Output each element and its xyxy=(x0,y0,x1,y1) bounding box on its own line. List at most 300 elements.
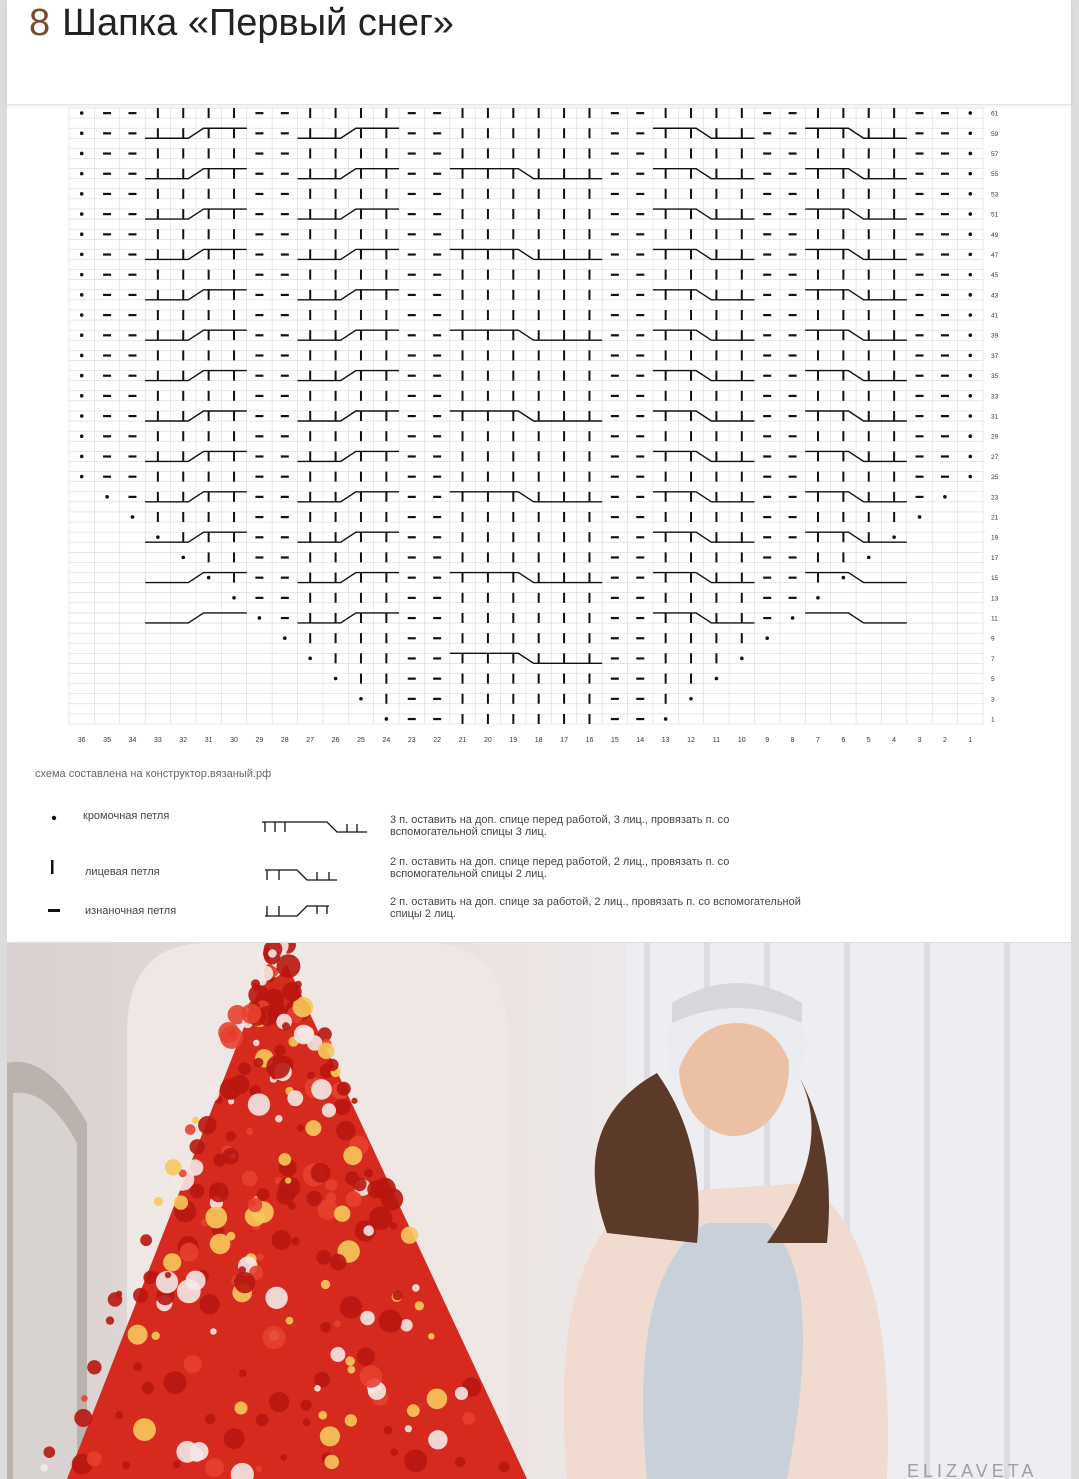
knit-stitch xyxy=(487,249,489,259)
knit-stitch xyxy=(563,714,565,724)
knit-stitch xyxy=(462,108,464,118)
col-label: 20 xyxy=(484,737,492,744)
knit-stitch xyxy=(512,532,514,542)
row-label: 27 xyxy=(991,453,999,461)
knit-stitch xyxy=(817,189,819,199)
row-label: 3 xyxy=(991,696,995,704)
knit-stitch xyxy=(715,290,717,300)
knit-stitch xyxy=(715,492,717,502)
knit-stitch xyxy=(741,633,743,643)
purl-stitch xyxy=(128,375,136,377)
purl-stitch xyxy=(611,253,619,255)
knit-stitch xyxy=(360,330,362,340)
knit-stitch xyxy=(842,290,844,300)
knit-stitch xyxy=(588,411,590,421)
purl-stitch xyxy=(763,375,771,377)
knit-stitch xyxy=(588,512,590,522)
knit-stitch xyxy=(360,593,362,603)
knit-stitch xyxy=(182,310,184,320)
knit-stitch xyxy=(208,189,210,199)
content-card xyxy=(7,0,1071,942)
knit-stitch xyxy=(868,391,870,401)
knit-stitch xyxy=(817,229,819,239)
ornament xyxy=(142,1382,154,1394)
purl-stitch xyxy=(916,112,924,114)
purl-stitch xyxy=(636,536,644,538)
knit-stitch xyxy=(563,310,565,320)
purl-stitch xyxy=(763,152,771,154)
edge-stitch xyxy=(943,495,947,499)
photo-illustration xyxy=(7,943,1071,1479)
knit-stitch xyxy=(665,371,667,381)
knit-stitch xyxy=(665,451,667,461)
row-label: 33 xyxy=(991,393,999,401)
purl-stitch xyxy=(281,112,289,114)
edge-stitch xyxy=(80,313,84,317)
purl-stitch xyxy=(611,354,619,356)
col-label: 5 xyxy=(866,737,871,744)
col-label: 1 xyxy=(968,737,973,744)
knit-stitch xyxy=(309,169,311,179)
row-label: 57 xyxy=(991,150,999,158)
purl-stitch xyxy=(128,395,136,397)
knit-stitch xyxy=(741,330,743,340)
knit-stitch xyxy=(868,148,870,158)
ornament xyxy=(239,1369,247,1377)
purl-stitch xyxy=(941,415,949,417)
knit-stitch xyxy=(715,169,717,179)
purl-stitch xyxy=(281,354,289,356)
knit-stitch xyxy=(360,371,362,381)
row-label: 23 xyxy=(991,494,999,502)
knit-stitch xyxy=(893,330,895,340)
knit-stitch xyxy=(233,270,235,280)
knit-stitch xyxy=(487,128,489,138)
ornament xyxy=(337,1082,351,1096)
knit-stitch xyxy=(868,310,870,320)
knit-stitch xyxy=(512,108,514,118)
edge-stitch xyxy=(80,253,84,257)
purl-stitch xyxy=(103,193,111,195)
col-label: 30 xyxy=(230,737,238,744)
ornament xyxy=(226,1131,236,1141)
edge-stitch xyxy=(969,374,973,378)
knit-stitch xyxy=(157,492,159,502)
purl-stitch xyxy=(128,354,136,356)
ornament xyxy=(210,1328,217,1335)
knit-stitch xyxy=(588,451,590,461)
knit-stitch xyxy=(385,694,387,704)
purl-stitch xyxy=(763,334,771,336)
knit-stitch xyxy=(588,169,590,179)
knit-stitch xyxy=(893,350,895,360)
knit-stitch xyxy=(182,492,184,502)
purl-stitch xyxy=(281,253,289,255)
knit-stitch xyxy=(690,249,692,259)
knit-stitch xyxy=(360,653,362,663)
knit-stitch xyxy=(690,148,692,158)
knit-stitch xyxy=(512,674,514,684)
col-label: 12 xyxy=(687,737,695,744)
knit-stitch xyxy=(538,371,540,381)
purl-stitch xyxy=(408,435,416,437)
knit-stitch xyxy=(868,431,870,441)
purl-stitch xyxy=(433,617,441,619)
purl-stitch xyxy=(916,233,924,235)
knit-stitch xyxy=(842,209,844,219)
ornament xyxy=(286,1317,294,1325)
purl-stitch xyxy=(941,395,949,397)
purl-stitch xyxy=(789,294,797,296)
knit-stitch xyxy=(868,492,870,502)
purl-stitch xyxy=(789,496,797,498)
knit-stitch xyxy=(182,229,184,239)
purl-stitch xyxy=(789,435,797,437)
knit-stitch xyxy=(665,532,667,542)
knit-stitch xyxy=(233,391,235,401)
knit-stitch xyxy=(563,411,565,421)
knit-stitch xyxy=(360,290,362,300)
purl-stitch xyxy=(433,112,441,114)
knit-stitch xyxy=(512,613,514,623)
knit-stitch xyxy=(741,573,743,583)
edge-stitch xyxy=(969,293,973,297)
edge-stitch xyxy=(969,354,973,358)
knit-stitch xyxy=(487,492,489,502)
knit-stitch xyxy=(512,350,514,360)
purl-stitch xyxy=(128,334,136,336)
knit-stitch xyxy=(360,108,362,118)
row-label: 29 xyxy=(991,433,999,441)
purl-stitch xyxy=(103,112,111,114)
col-label: 35 xyxy=(103,737,111,744)
knit-stitch xyxy=(868,330,870,340)
knitting-chart xyxy=(7,104,1071,754)
knit-stitch xyxy=(842,371,844,381)
ornament xyxy=(318,1043,335,1060)
purl-stitch xyxy=(103,395,111,397)
knit-stitch xyxy=(233,350,235,360)
purl-stitch xyxy=(255,536,263,538)
edge-stitch xyxy=(842,576,846,580)
purl-stitch xyxy=(408,577,416,579)
ornament xyxy=(428,1430,447,1449)
purl-stitch xyxy=(255,314,263,316)
knit-stitch xyxy=(665,674,667,684)
knit-stitch xyxy=(182,472,184,482)
knit-stitch xyxy=(538,714,540,724)
purl-stitch xyxy=(281,233,289,235)
knit-stitch xyxy=(385,593,387,603)
ornament xyxy=(279,1153,292,1166)
knit-stitch xyxy=(868,229,870,239)
purl-stitch xyxy=(789,233,797,235)
ornament xyxy=(311,1079,332,1100)
row-label: 55 xyxy=(991,171,999,179)
knit-stitch xyxy=(385,189,387,199)
ornament xyxy=(224,1428,245,1449)
knit-stitch xyxy=(309,249,311,259)
knit-stitch xyxy=(563,593,565,603)
knit-stitch xyxy=(817,472,819,482)
knit-stitch xyxy=(462,391,464,401)
knit-stitch xyxy=(842,189,844,199)
knit-stitch xyxy=(893,472,895,482)
ornament xyxy=(241,1004,261,1024)
ornament xyxy=(133,1418,156,1441)
knit-stitch xyxy=(182,249,184,259)
knit-stitch xyxy=(309,148,311,158)
knit-stitch xyxy=(335,512,337,522)
col-label: 10 xyxy=(737,737,746,744)
purl-stitch xyxy=(763,617,771,619)
knit-stitch xyxy=(385,573,387,583)
knit-stitch xyxy=(588,633,590,643)
knit-stitch xyxy=(360,411,362,421)
knit-stitch xyxy=(741,189,743,199)
ornament xyxy=(324,1455,339,1470)
knit-stitch xyxy=(335,330,337,340)
purl-stitch xyxy=(611,213,619,215)
knit-stitch xyxy=(665,310,667,320)
knit-stitch xyxy=(233,169,235,179)
ornament xyxy=(205,1458,224,1477)
knit-stitch xyxy=(385,371,387,381)
knit-stitch xyxy=(563,532,565,542)
knit-stitch xyxy=(715,350,717,360)
knit-stitch xyxy=(233,411,235,421)
knit-stitch xyxy=(842,451,844,461)
knit-stitch xyxy=(538,108,540,118)
ornament xyxy=(133,1288,148,1303)
knit-stitch xyxy=(208,249,210,259)
purl-stitch xyxy=(433,678,441,680)
edge-stitch xyxy=(385,717,389,721)
purl-stitch xyxy=(255,476,263,478)
purl-stitch xyxy=(763,294,771,296)
purl-stitch xyxy=(789,152,797,154)
ornament xyxy=(319,1411,328,1420)
purl-stitch xyxy=(611,516,619,518)
ornament xyxy=(282,1022,290,1030)
knit-stitch xyxy=(309,613,311,623)
edge-stitch xyxy=(80,455,84,459)
knit-stitch xyxy=(588,148,590,158)
purl-stitch xyxy=(281,496,289,498)
knit-stitch xyxy=(715,573,717,583)
knit-stitch xyxy=(335,613,337,623)
knit-stitch xyxy=(157,431,159,441)
ornament xyxy=(297,1124,305,1132)
knit-stitch xyxy=(893,169,895,179)
edge-stitch xyxy=(232,596,236,600)
knit-stitch xyxy=(741,552,743,562)
purl-stitch xyxy=(128,253,136,255)
knit-stitch xyxy=(588,653,590,663)
knit-stitch xyxy=(182,169,184,179)
knit-stitch xyxy=(335,310,337,320)
knit-stitch xyxy=(208,492,210,502)
purl-stitch xyxy=(916,395,924,397)
col-label: 28 xyxy=(280,737,289,744)
knit-stitch xyxy=(512,512,514,522)
ornament xyxy=(165,1272,171,1278)
knit-stitch xyxy=(385,270,387,280)
purl-stitch xyxy=(611,637,619,639)
knit-stitch xyxy=(512,714,514,724)
ornament xyxy=(384,1426,393,1435)
knit-stitch xyxy=(842,472,844,482)
knit-stitch xyxy=(309,451,311,461)
knit-stitch xyxy=(665,330,667,340)
knit-stitch xyxy=(385,290,387,300)
purl-stitch xyxy=(789,556,797,558)
knit-stitch xyxy=(893,108,895,118)
purl-stitch xyxy=(611,334,619,336)
knit-stitch xyxy=(817,310,819,320)
edge-stitch xyxy=(80,333,84,337)
knit-stitch xyxy=(563,148,565,158)
purl-stitch xyxy=(636,294,644,296)
knit-stitch xyxy=(817,512,819,522)
purl-stitch xyxy=(916,476,924,478)
knit-stitch xyxy=(233,451,235,461)
col-label: 7 xyxy=(816,737,820,744)
ornament xyxy=(210,1184,220,1194)
purl-stitch xyxy=(281,435,289,437)
knit-stitch xyxy=(335,229,337,239)
title-number: 8 xyxy=(29,2,51,44)
purl-stitch xyxy=(611,556,619,558)
knit-stitch xyxy=(588,189,590,199)
knit-stitch xyxy=(868,290,870,300)
purl-stitch xyxy=(789,375,797,377)
knit-stitch xyxy=(335,290,337,300)
knit-stitch xyxy=(309,189,311,199)
purl-stitch xyxy=(433,334,441,336)
col-label: 24 xyxy=(382,737,391,744)
knit-stitch xyxy=(538,411,540,421)
knit-stitch xyxy=(385,472,387,482)
row-label: 25 xyxy=(991,474,999,482)
purl-stitch xyxy=(789,274,797,276)
col-label: 15 xyxy=(610,737,619,744)
ornament xyxy=(74,1409,92,1427)
purl-stitch xyxy=(433,556,441,558)
knit-stitch-icon xyxy=(51,860,54,874)
col-label: 21 xyxy=(458,737,467,744)
knit-stitch xyxy=(868,532,870,542)
knit-stitch xyxy=(182,431,184,441)
knit-stitch xyxy=(335,431,337,441)
purl-stitch xyxy=(611,536,619,538)
knit-stitch xyxy=(335,411,337,421)
purl-stitch xyxy=(433,698,441,700)
knit-stitch xyxy=(817,270,819,280)
ornament xyxy=(393,1290,403,1300)
knit-stitch xyxy=(741,512,743,522)
purl-stitch xyxy=(103,233,111,235)
knit-stitch xyxy=(588,714,590,724)
knit-stitch xyxy=(360,310,362,320)
knit-stitch xyxy=(893,431,895,441)
knit-stitch xyxy=(588,229,590,239)
row-label: 39 xyxy=(991,332,999,340)
knit-stitch xyxy=(868,189,870,199)
ornament xyxy=(187,1159,203,1175)
edge-stitch xyxy=(969,394,973,398)
knit-stitch xyxy=(563,431,565,441)
purl-stitch xyxy=(255,233,263,235)
knit-stitch xyxy=(817,148,819,158)
purl-stitch xyxy=(763,173,771,175)
knit-stitch xyxy=(487,391,489,401)
purl-stitch xyxy=(941,334,949,336)
purl-stitch xyxy=(611,597,619,599)
knit-stitch xyxy=(893,492,895,502)
knit-stitch xyxy=(360,209,362,219)
edge-stitch-icon xyxy=(52,816,56,820)
ornament xyxy=(185,1124,196,1135)
knit-stitch xyxy=(665,411,667,421)
knit-stitch xyxy=(741,108,743,118)
ornament xyxy=(133,1362,142,1371)
knit-stitch xyxy=(309,128,311,138)
purl-stitch xyxy=(433,375,441,377)
knit-stitch xyxy=(563,573,565,583)
knit-stitch xyxy=(335,128,337,138)
ornament xyxy=(287,1090,303,1106)
knit-stitch xyxy=(538,653,540,663)
ornament xyxy=(128,1325,148,1345)
ornament xyxy=(379,1309,402,1332)
knit-stitch xyxy=(741,451,743,461)
purl-stitch xyxy=(433,637,441,639)
knit-stitch xyxy=(893,148,895,158)
knit-stitch xyxy=(665,229,667,239)
knit-stitch xyxy=(309,573,311,583)
knit-stitch xyxy=(690,411,692,421)
knit-stitch xyxy=(741,290,743,300)
knit-stitch xyxy=(690,674,692,684)
edge-stitch xyxy=(207,576,211,580)
knit-stitch xyxy=(893,270,895,280)
knit-stitch xyxy=(208,391,210,401)
ornament xyxy=(291,1237,299,1245)
knit-stitch xyxy=(868,451,870,461)
col-label: 9 xyxy=(765,737,770,744)
knit-stitch xyxy=(309,290,311,300)
knit-stitch xyxy=(157,290,159,300)
knit-stitch xyxy=(588,249,590,259)
purl-stitch xyxy=(281,274,289,276)
row-label: 5 xyxy=(991,676,995,684)
knit-stitch xyxy=(538,391,540,401)
purl-stitch xyxy=(281,415,289,417)
purl-stitch xyxy=(433,415,441,417)
knit-stitch xyxy=(715,229,717,239)
purl-stitch xyxy=(128,274,136,276)
purl-stitch xyxy=(763,556,771,558)
purl-stitch xyxy=(433,435,441,437)
knit-stitch xyxy=(817,350,819,360)
purl-stitch xyxy=(916,435,924,437)
knit-stitch xyxy=(538,169,540,179)
knit-stitch xyxy=(817,532,819,542)
ornament xyxy=(364,1169,373,1178)
ornament xyxy=(106,1316,114,1324)
purl-stitch xyxy=(789,577,797,579)
